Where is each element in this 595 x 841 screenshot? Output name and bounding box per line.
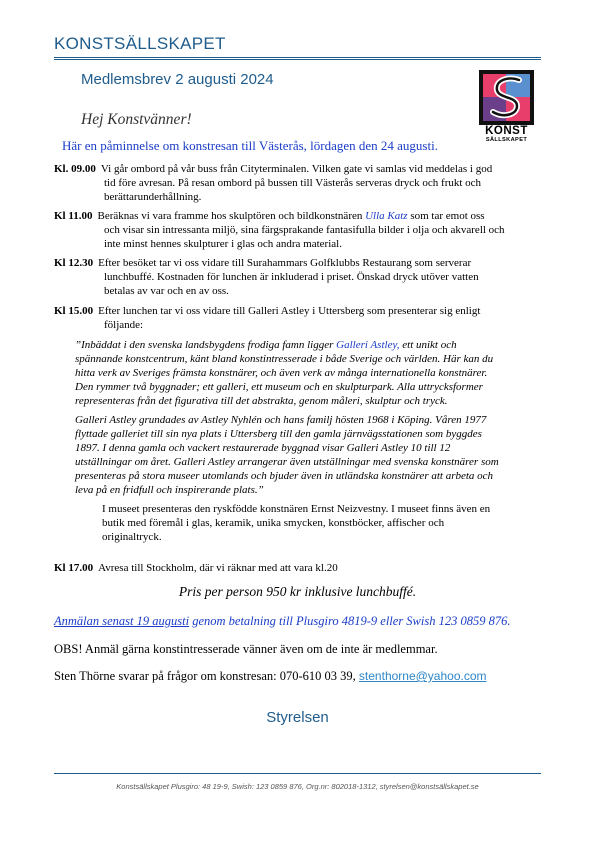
schedule-item-0900 xyxy=(54,162,544,204)
museum-text: originaltryck. xyxy=(102,531,162,543)
schedule-text: Efter besöket tar vi oss vidare till Surahammars Golfklubbs Restaurang som serverar xyxy=(98,257,472,269)
signup-info xyxy=(54,614,510,629)
price-info: Pris per person 950 kr inklusive lunchbuffé. xyxy=(178,584,417,599)
quote-text: ”Inbäddat i den svenska landsbygdens frodiga famn ligger xyxy=(75,339,337,351)
schedule-text: som tar emot oss xyxy=(407,210,485,222)
schedule-text: Beräknas vi vara framme hos skulptören och bildkonstnären xyxy=(97,210,366,222)
quote-text: spännande konstcentrum, känt bland konstintresserade i både Sverige och världen. Här kan du xyxy=(75,353,494,365)
schedule-time: Kl 12.30 xyxy=(54,257,94,269)
schedule-text: betalas av var och en av oss. xyxy=(104,285,229,297)
schedule-text: följande: xyxy=(104,319,144,331)
artist-link-ulla-katz[interactable]: Ulla Katz xyxy=(365,210,408,222)
gallery-quote-paragraph-1 xyxy=(75,338,545,408)
schedule-text: tid före avresan. På resan ombord på bussen till Västerås serveras dryck och frukt och xyxy=(104,177,482,189)
museum-text: I museet presenteras den ryskfödde konstnären Ernst Neizvestny. I museet finns även en xyxy=(102,503,491,515)
footer-info: Konstsällskapet Plusgiro: 48 19-9, Swish: 123 0859 876, Org.nr: 802018-1312, styrelsen@konstsällskapet.se xyxy=(116,782,479,791)
konstsallskapet-logo xyxy=(479,70,534,144)
schedule-time: Kl. 09.00 xyxy=(54,163,96,175)
schedule-text: Efter lunchen tar vi oss vidare till Galleri Astley i Uttersberg som presenterar sig enligt xyxy=(98,305,481,317)
schedule-text: Vi går ombord på vår buss från Cityterminalen. Vilken gate vi samlas vid meddelas i god xyxy=(100,163,493,175)
quote-text: leva på en fridfull och inspirerande plats.” xyxy=(75,484,264,496)
schedule-item-1700 xyxy=(54,561,544,575)
schedule-text: lunchbuffé. Kostnaden för lunchen är inkluderad i priset. Önskad dryck utöver vatten xyxy=(104,271,479,283)
schedule-time: Kl 11.00 xyxy=(54,210,93,222)
gallery-link-astley[interactable]: Galleri Astley, xyxy=(336,339,400,351)
signature-board: Styrelsen xyxy=(266,709,329,726)
gallery-quote-paragraph-2 xyxy=(75,413,545,497)
schedule-text: och visar sin intressanta miljö, sina färgsprakande fantasifulla bilder i olja och akvarell och xyxy=(104,224,505,236)
footer-divider xyxy=(54,773,541,774)
quote-text: utställningar om året. Galleri Astley arrangerar även utställningar med svenska konstnärer som xyxy=(75,456,499,468)
quote-text: hitta verk av Sveriges främsta konstnärer, och även verk av många internationella konstnärer. xyxy=(75,367,488,379)
schedule-text: berättarunderhållning. xyxy=(104,191,202,203)
greeting: Hej Konstvänner! xyxy=(81,111,192,128)
schedule-item-1230 xyxy=(54,256,544,298)
quote-text: flyttade galleriet till sin nya plats i Uttersberg till den gamla järnvägsstationen som byggdes xyxy=(75,428,482,440)
logo-word: KONST xyxy=(485,125,528,137)
organization-name: KONSTSÄLLSKAPET xyxy=(54,34,226,53)
schedule-item-1100 xyxy=(54,209,544,251)
schedule-text: inte minst hennes skulpturer i glas och andra material. xyxy=(104,238,342,250)
obs-note: OBS! Anmäl gärna konstintresserade vänner även om de inte är medlemmar. xyxy=(54,642,438,656)
trip-reminder: Här en påminnelse om konstresan till Västerås, lördagen den 24 augusti. xyxy=(62,138,438,153)
header-divider xyxy=(54,57,541,60)
schedule-text: Avresa till Stockholm, där vi räknar med att vara kl.20 xyxy=(98,562,338,574)
schedule-time: Kl 17.00 xyxy=(54,562,94,574)
contact-text: Sten Thörne svarar på frågor om konstresan: 070-610 03 39, xyxy=(54,669,359,683)
museum-paragraph xyxy=(102,502,532,544)
contact-email-link[interactable]: stenthorne@yahoo.com xyxy=(358,669,487,683)
signup-payment-text: genom betalning till Plusgiro 4819-9 eller Swish 123 0859 876. xyxy=(189,614,511,628)
schedule-time: Kl 15.00 xyxy=(54,305,94,317)
quote-text: representeras från det figurativa till det abstrakta, genom måleri, skulptur och tryck. xyxy=(75,395,448,407)
schedule-item-1500 xyxy=(54,304,544,332)
museum-text: butik med föremål i glas, keramik, unika smycken, konstböcker, affischer och xyxy=(102,517,445,529)
quote-text: ett unikt och xyxy=(399,339,457,351)
logo-subword: SÄLLSKAPET xyxy=(485,137,528,143)
newsletter-title: Medlemsbrev 2 augusti 2024 xyxy=(81,71,274,88)
signup-deadline-link[interactable]: Anmälan senast 19 augusti xyxy=(54,614,190,628)
logo-graphic-icon xyxy=(479,70,534,125)
quote-text: presenteras på stora museer utomlands och bjuder även in utländska konstnärer att arbeta och xyxy=(75,470,494,482)
quote-text: Galleri Astley grundades av Astley Nyhlén och hans familj hösten 1968 i Köping. Våren 1977 xyxy=(75,414,487,426)
quote-text: 1897. I denna gamla och vackert restaurerade byggnad visar Galleri Astley 10 till 12 xyxy=(75,442,451,454)
contact-info xyxy=(54,669,487,684)
quote-text: Den rymmer två byggnader; ett galleri, ett museum och en skulpturpark. Alla uttrycksformer xyxy=(75,381,483,393)
